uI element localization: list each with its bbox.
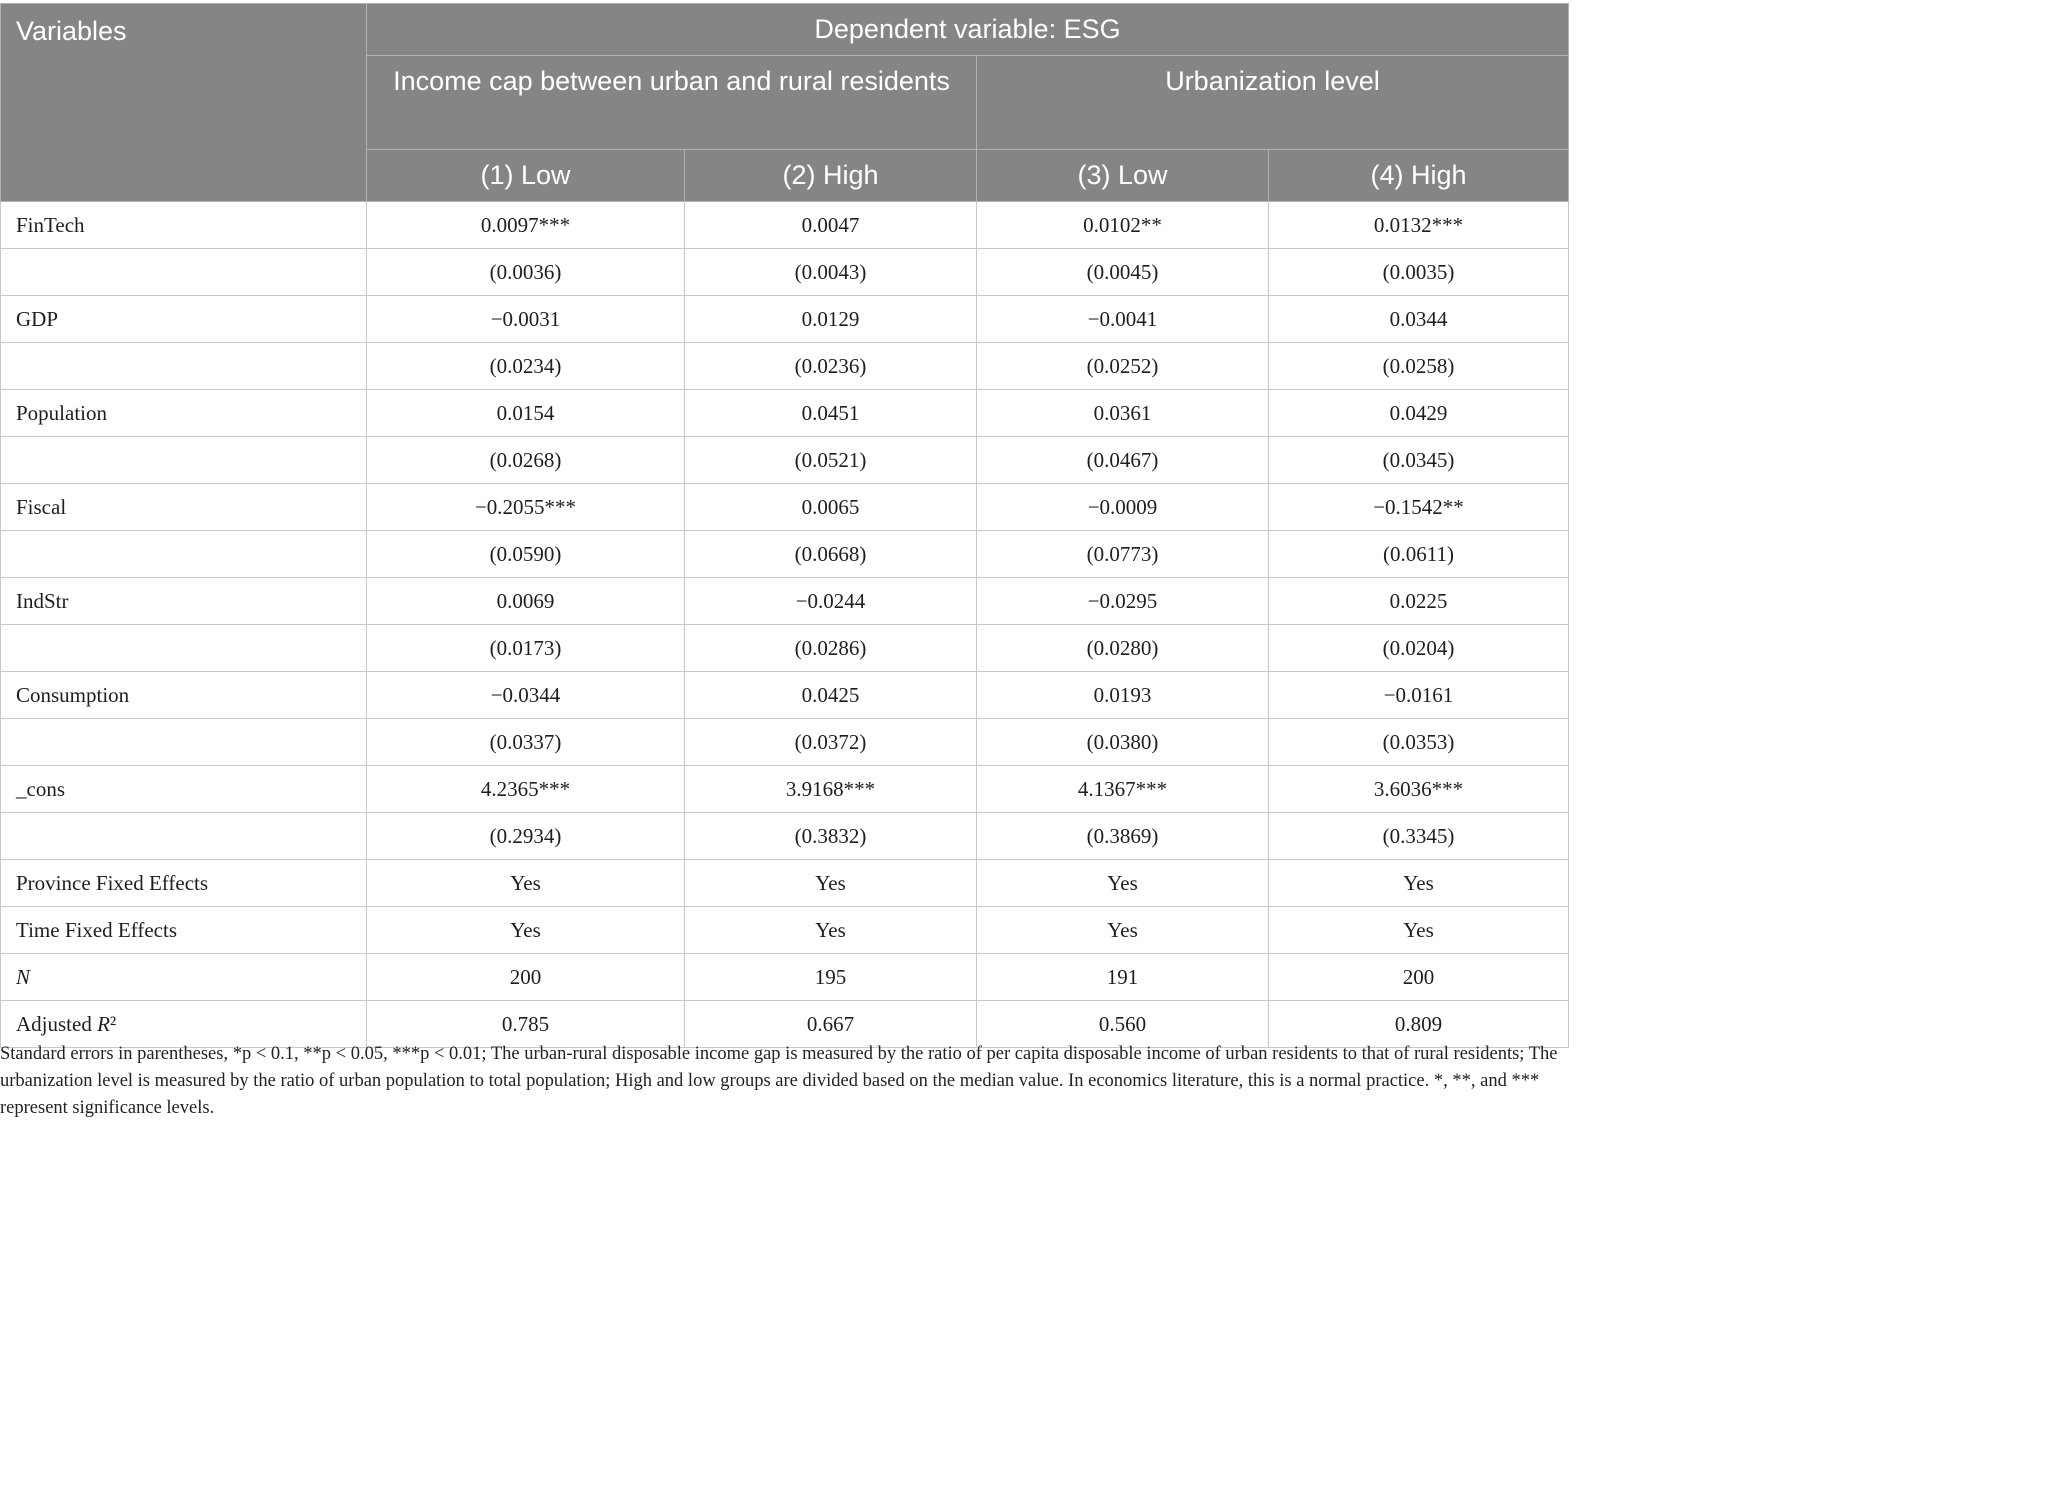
row-label: Fiscal [1, 484, 367, 531]
row-label [1, 249, 367, 296]
table-row [1, 249, 1569, 296]
table-cell: −0.0041 [977, 296, 1269, 343]
row-label: N [1, 954, 367, 1001]
table-cell: Yes [367, 860, 685, 907]
table-row [1, 813, 1569, 860]
table-cell: 0.0193 [977, 672, 1269, 719]
table-cell: (0.0236) [685, 343, 977, 390]
table-cell: 0.0451 [685, 390, 977, 437]
table-cell: 4.2365*** [367, 766, 685, 813]
table-row [1, 437, 1569, 484]
regression-table [0, 3, 1569, 1048]
dependent-variable-header: Dependent variable: ESG [367, 4, 1569, 56]
table-cell: (0.0372) [685, 719, 977, 766]
table-cell: 3.9168*** [685, 766, 977, 813]
table-row [1, 672, 1569, 719]
table-cell: Yes [367, 907, 685, 954]
table-cell: (0.0204) [1269, 625, 1569, 672]
table-cell: 200 [367, 954, 685, 1001]
variables-header: Variables [1, 4, 367, 202]
table-cell: −0.0295 [977, 578, 1269, 625]
table-cell: 0.0047 [685, 202, 977, 249]
row-label: GDP [1, 296, 367, 343]
table-row [1, 390, 1569, 437]
table-cell: (0.3832) [685, 813, 977, 860]
table-cell: (0.3345) [1269, 813, 1569, 860]
table-cell: −0.0161 [1269, 672, 1569, 719]
regression-table-container [0, 3, 1568, 1048]
group-header-income-gap: Income cap between urban and rural residents [367, 56, 977, 150]
table-cell: 0.667 [685, 1001, 977, 1048]
table-cell: −0.0031 [367, 296, 685, 343]
table-cell: (0.0258) [1269, 343, 1569, 390]
table-cell: 0.0425 [685, 672, 977, 719]
table-row [1, 343, 1569, 390]
table-row [1, 484, 1569, 531]
table-row [1, 578, 1569, 625]
table-notes [0, 1041, 1560, 1122]
table-cell: 0.0065 [685, 484, 977, 531]
table-row [1, 719, 1569, 766]
table-row [1, 202, 1569, 249]
row-label [1, 437, 367, 484]
row-label: Province Fixed Effects [1, 860, 367, 907]
row-label: Time Fixed Effects [1, 907, 367, 954]
row-label [1, 813, 367, 860]
group-header-urbanization: Urbanization level [977, 56, 1569, 150]
table-cell: (0.0337) [367, 719, 685, 766]
table-cell: (0.0353) [1269, 719, 1569, 766]
table-cell: 0.0344 [1269, 296, 1569, 343]
table-cell: −0.0244 [685, 578, 977, 625]
table-row [1, 531, 1569, 578]
table-cell: −0.0009 [977, 484, 1269, 531]
table-cell: (0.0268) [367, 437, 685, 484]
table-row [1, 296, 1569, 343]
row-label: _cons [1, 766, 367, 813]
column-header-2: (2) High [685, 150, 977, 202]
table-cell: (0.0252) [977, 343, 1269, 390]
table-cell: 0.0132*** [1269, 202, 1569, 249]
table-header [1, 4, 1569, 202]
table-cell: (0.0280) [977, 625, 1269, 672]
table-cell: Yes [685, 907, 977, 954]
table-cell: (0.0286) [685, 625, 977, 672]
column-header-4: (4) High [1269, 150, 1569, 202]
table-cell: (0.0345) [1269, 437, 1569, 484]
table-cell: 0.560 [977, 1001, 1269, 1048]
table-cell: (0.0521) [685, 437, 977, 484]
table-cell: 0.809 [1269, 1001, 1569, 1048]
table-cell: (0.0590) [367, 531, 685, 578]
table-cell: Yes [977, 860, 1269, 907]
table-cell: 0.0154 [367, 390, 685, 437]
row-label: Adjusted R² [1, 1001, 367, 1048]
table-cell: 0.0129 [685, 296, 977, 343]
table-row [1, 766, 1569, 813]
table-cell: −0.1542** [1269, 484, 1569, 531]
table-cell: (0.0045) [977, 249, 1269, 296]
table-cell: (0.0036) [367, 249, 685, 296]
table-cell: 0.0361 [977, 390, 1269, 437]
table-row [1, 860, 1569, 907]
row-label: Population [1, 390, 367, 437]
row-label [1, 343, 367, 390]
table-cell: (0.3869) [977, 813, 1269, 860]
table-cell: −0.2055*** [367, 484, 685, 531]
table-cell: 0.785 [367, 1001, 685, 1048]
row-label [1, 719, 367, 766]
table-cell: 200 [1269, 954, 1569, 1001]
table-cell: Yes [1269, 860, 1569, 907]
table-cell: 0.0225 [1269, 578, 1569, 625]
table-cell: 191 [977, 954, 1269, 1001]
row-label: IndStr [1, 578, 367, 625]
table-cell: (0.0773) [977, 531, 1269, 578]
table-cell: (0.0234) [367, 343, 685, 390]
table-cell: −0.0344 [367, 672, 685, 719]
table-cell: 0.0097*** [367, 202, 685, 249]
table-cell: Yes [1269, 907, 1569, 954]
table-cell: (0.0611) [1269, 531, 1569, 578]
notes-text: Standard errors in parentheses, *p < 0.1, **p < 0.05, ***p < 0.01; The urban-rural disposable income gap is measured by the ratio of per capita disposable income of urban residents to that of rural residents; The urbanization level is measured by the ratio of urban population to total population; High and low groups are divided based on the median value. In economics literature, this is a normal practice. *, **, and *** represent significance levels. [0, 1044, 1558, 1118]
table-cell: 4.1367*** [977, 766, 1269, 813]
table-row [1, 954, 1569, 1001]
table-cell: 195 [685, 954, 977, 1001]
table-cell: 0.0102** [977, 202, 1269, 249]
table-cell: (0.0467) [977, 437, 1269, 484]
row-label [1, 625, 367, 672]
table-cell: (0.0173) [367, 625, 685, 672]
table-cell: (0.0043) [685, 249, 977, 296]
table-cell: (0.0668) [685, 531, 977, 578]
table-cell: (0.2934) [367, 813, 685, 860]
table-row [1, 907, 1569, 954]
column-header-1: (1) Low [367, 150, 685, 202]
column-header-3: (3) Low [977, 150, 1269, 202]
table-cell: 0.0429 [1269, 390, 1569, 437]
table-cell: Yes [977, 907, 1269, 954]
table-cell: (0.0380) [977, 719, 1269, 766]
table-body [1, 202, 1569, 1048]
table-cell: (0.0035) [1269, 249, 1569, 296]
row-label [1, 531, 367, 578]
table-cell: 3.6036*** [1269, 766, 1569, 813]
row-label: FinTech [1, 202, 367, 249]
table-row [1, 625, 1569, 672]
table-cell: Yes [685, 860, 977, 907]
table-cell: 0.0069 [367, 578, 685, 625]
row-label: Consumption [1, 672, 367, 719]
